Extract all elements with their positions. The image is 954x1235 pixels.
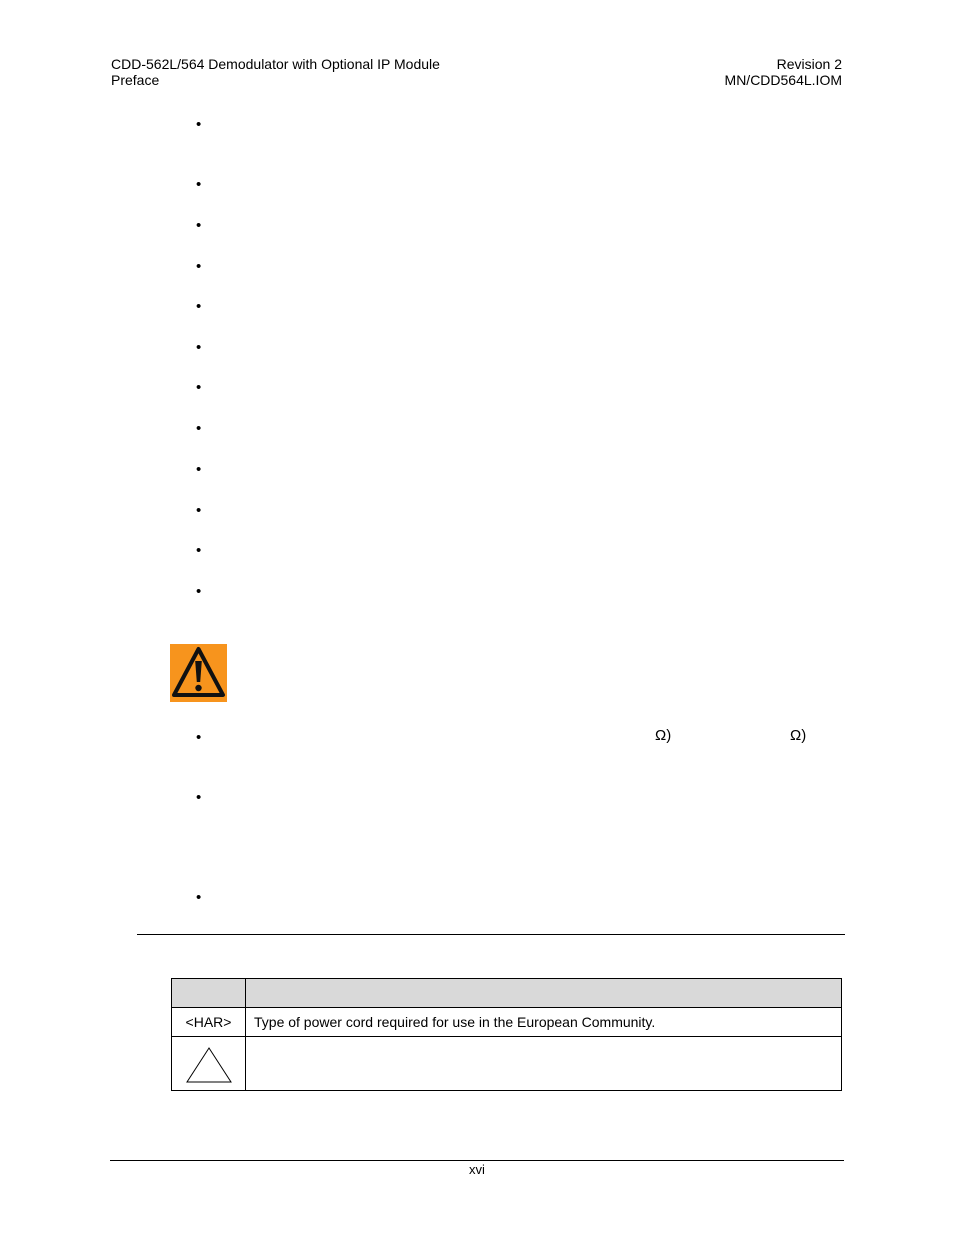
footer-rule <box>110 1160 844 1161</box>
warning-triangle-icon <box>170 644 227 702</box>
symbols-table <box>171 978 842 1091</box>
table-row <box>172 1008 842 1037</box>
description-cell <box>246 1037 842 1091</box>
running-header-left <box>111 56 440 88</box>
table-header-cell <box>172 979 246 1008</box>
bullet-icon: • <box>196 298 202 315</box>
bullet-icon: • <box>196 116 202 133</box>
bullet-icon: • <box>196 729 202 746</box>
revision-label: Revision 2 <box>776 56 842 72</box>
bullet-icon: • <box>196 502 202 519</box>
section-divider <box>137 934 845 935</box>
bullet-icon: • <box>196 461 202 478</box>
page-number: xvi <box>469 1162 485 1177</box>
running-header-right <box>725 56 842 88</box>
document-title: CDD-562L/564 Demodulator with Optional IP Module <box>111 56 440 72</box>
bullet-icon: • <box>196 542 202 559</box>
bullet-icon: • <box>196 583 202 600</box>
table-header-cell <box>246 979 842 1008</box>
bullet-icon: • <box>196 789 202 806</box>
bullet-icon: • <box>196 379 202 396</box>
ohm-symbol: Ω) <box>790 727 807 744</box>
table-header-row <box>172 979 842 1008</box>
symbol-cell <box>172 1037 246 1091</box>
description-cell: Type of power cord required for use in the European Community. <box>246 1008 842 1037</box>
bullet-icon: • <box>196 339 202 356</box>
document-number: MN/CDD564L.IOM <box>724 72 842 88</box>
bullet-icon: • <box>196 420 202 437</box>
bullet-icon: • <box>196 258 202 275</box>
table-row <box>172 1037 842 1091</box>
symbol-cell: <HAR> <box>172 1008 246 1037</box>
bullet-icon: • <box>196 889 202 906</box>
bullet-icon: • <box>196 176 202 193</box>
section-name: Preface <box>111 72 160 88</box>
ohm-symbol: Ω) <box>655 727 672 744</box>
bullet-icon: • <box>196 217 202 234</box>
caution-triangle-icon <box>184 1045 234 1085</box>
